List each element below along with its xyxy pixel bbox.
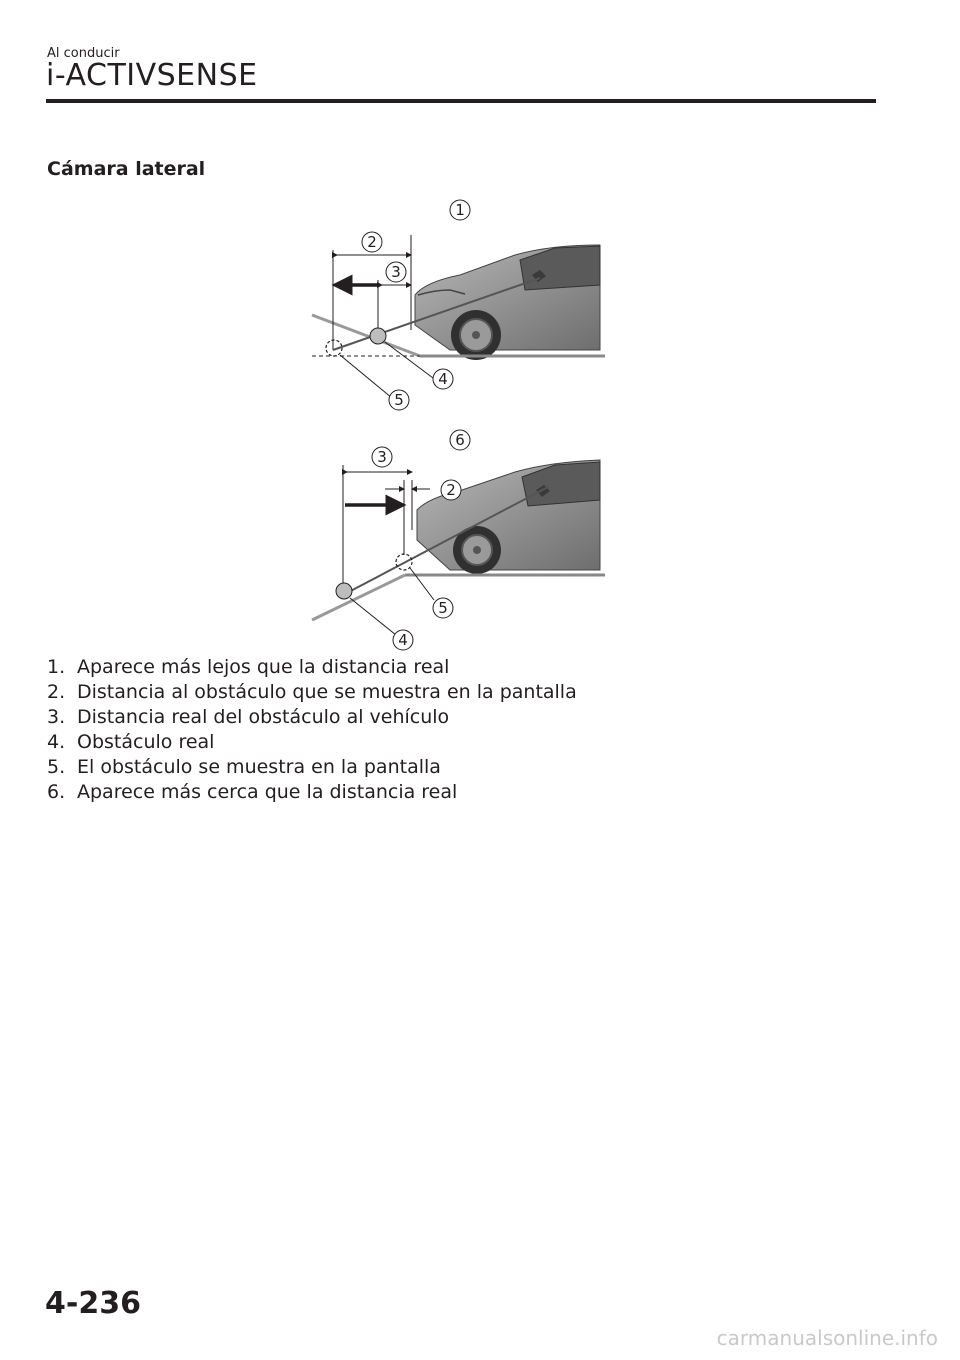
- real-obstacle-top: [370, 328, 386, 344]
- header-section: i-ACTIVSENSE: [46, 58, 258, 93]
- callout-bottom-3: [372, 447, 392, 467]
- svg-text:2: 2: [367, 233, 377, 251]
- callout-top-4: [433, 369, 453, 389]
- top-diagram: [312, 200, 605, 410]
- svg-text:4: 4: [398, 631, 408, 649]
- legend-item: 4. Obstáculo real: [47, 731, 215, 753]
- car-top: [415, 245, 600, 360]
- svg-text:1: 1: [455, 201, 465, 219]
- callout-bottom-6: [450, 430, 470, 450]
- svg-text:3: 3: [391, 263, 401, 281]
- callout-top-3: [386, 262, 406, 282]
- callout-bottom-5: [433, 598, 453, 618]
- legend-item: 3. Distancia real del obstáculo al vehículo: [47, 706, 450, 728]
- callout-top-2: [362, 232, 382, 252]
- callout-top-5: [389, 390, 409, 410]
- legend-item: 6. Aparece más cerca que la distancia real: [47, 781, 458, 803]
- page-number: 4-236: [45, 1286, 141, 1321]
- callout-top-1: [450, 200, 470, 220]
- side-camera-figure: [300, 190, 620, 655]
- svg-text:2: 2: [446, 481, 456, 499]
- section-title: Cámara lateral: [47, 158, 206, 180]
- legend-item: 5. El obstáculo se muestra en la pantalla: [47, 756, 441, 778]
- svg-text:4: 4: [438, 370, 448, 388]
- real-obstacle-bottom: [336, 583, 352, 599]
- watermark: carmanualsonline.info: [716, 1326, 938, 1350]
- callout-bottom-4: [393, 630, 413, 650]
- legend-item: 1. Aparece más lejos que la distancia real: [47, 656, 450, 678]
- callout-bottom-2: [441, 480, 461, 500]
- svg-text:6: 6: [455, 431, 465, 449]
- header-rule: [46, 99, 876, 103]
- legend-item: 2. Distancia al obstáculo que se muestra en la pantalla: [47, 681, 577, 703]
- header-chapter: Al conducir: [47, 46, 120, 61]
- svg-text:5: 5: [438, 599, 448, 617]
- svg-text:5: 5: [394, 391, 404, 409]
- svg-text:3: 3: [377, 448, 387, 466]
- figure-legend: [47, 655, 577, 805]
- car-bottom: [417, 460, 600, 574]
- bottom-diagram: [312, 430, 605, 650]
